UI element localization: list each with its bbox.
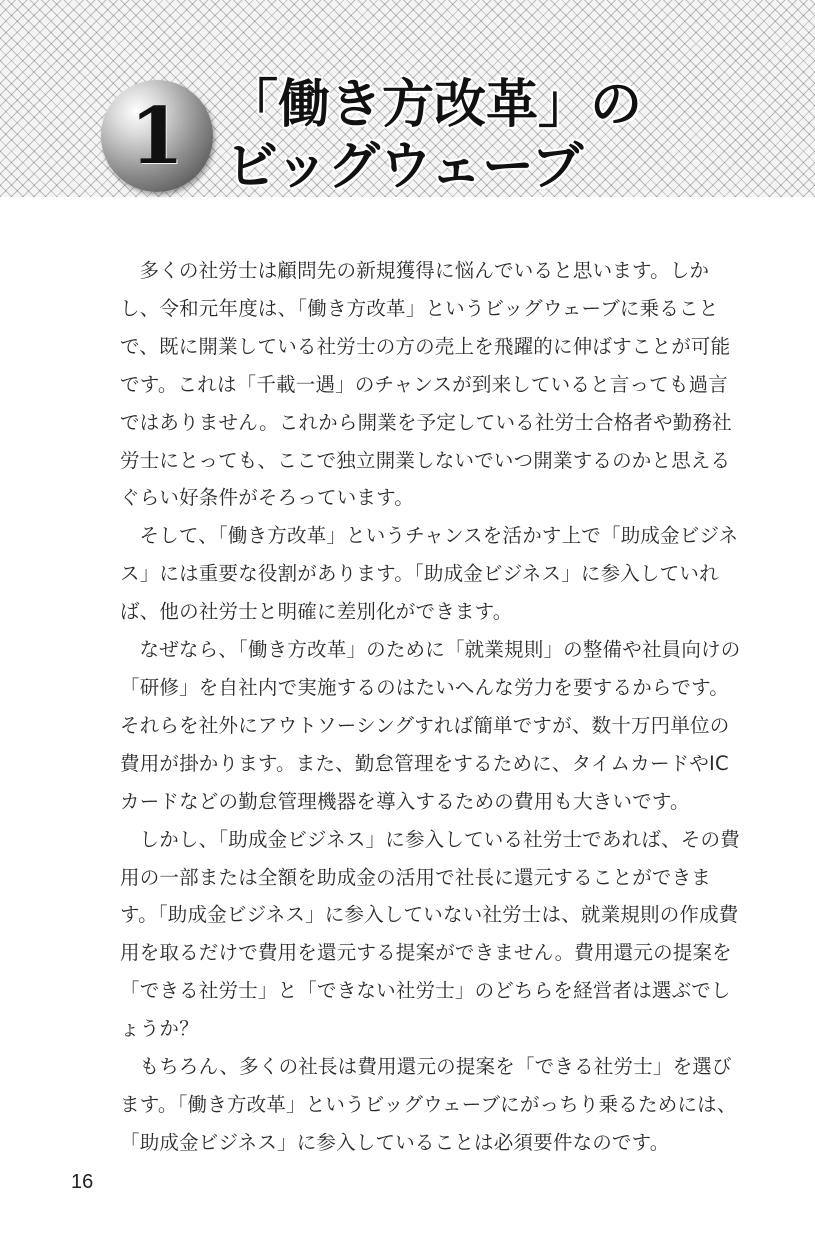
chapter-number-badge: 1 xyxy=(101,80,213,192)
chapter-title xyxy=(226,74,642,198)
body-text xyxy=(120,252,742,1162)
chapter-title-line-2: ビッグウェーブ xyxy=(226,137,584,197)
page-number: 16 xyxy=(71,1171,94,1193)
paragraph-1: 多くの社労士は顧問先の新規獲得に悩んでいると思います。しかし、令和元年度は、「働き方改革」というビッグウェーブに乗ることで、既に開業している社労士の方の売上を飛躍的に伸ばすことが可能です。これは「千載一遇」のチャンスが到来していると言っても過言ではありません。これから開業を予定している社労士合格者や勤務社労士にとっても、ここで独立開業しないでいつ開業するのかと思えるぐらい好条件がそろっています。 xyxy=(120,259,732,510)
paragraph-5: もちろん、多くの社長は費用還元の提案を「できる社労士」を選びます。「働き方改革」というビッグウェーブにがっちり乗るためには、「助成金ビジネス」に参入していることは必須要件なのです。 xyxy=(120,1055,737,1154)
paragraph-2: そして、「働き方改革」というチャンスを活かす上で「助成金ビジネス」には重要な役割があります。「助成金ビジネス」に参入していれば、他の社労士と明確に差別化ができます。 xyxy=(120,524,739,624)
paragraph-4: しかし、「助成金ビジネス」に参入している社労士であれば、その費用の一部または全額を助成金の活用で社長に還元することができます。「助成金ビジネス」に参入していない社労士は、就業規則の作成費用を取るだけで費用を還元する提案ができません。費用還元の提案を「できる社労士」と「できない社労士」のどちらを経営者は選ぶでしょうか？ xyxy=(120,827,740,1041)
paragraph-3: なぜなら、「働き方改革」のために「就業規則」の整備や社員向けの「研修」を自社内で実施するのはたいへんな労力を要するからです。それらを社外にアウトソーシングすれば簡単ですが、数十万円単位の費用が掛かります。また、勤怠管理をするために、タイムカードやICカードなどの勤怠管理機器を導入するための費用も大きいです。 xyxy=(120,638,741,813)
chapter-title-line-1: 「働き方改革」の xyxy=(226,75,643,135)
